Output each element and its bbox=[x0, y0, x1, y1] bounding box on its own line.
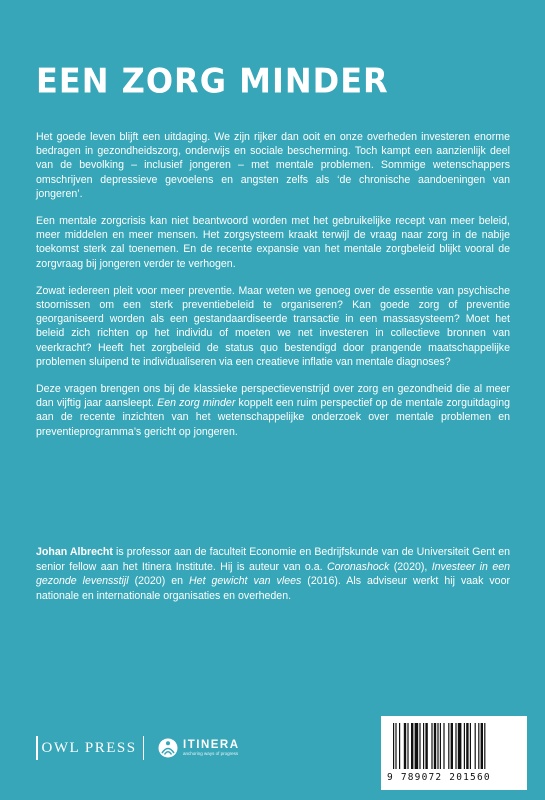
barcode-bar bbox=[415, 723, 419, 769]
author-name: Johan Albrecht bbox=[36, 546, 113, 558]
blurb-paragraph-3: Zowat iedereen pleit voor meer preventie. Maar weten we genoeg over de essentie van psychische stoornissen om een sterk preventiebeleid te organiseren? Kan goede zorg of preventie georganiseerd worden als een gestandaardiseerde transactie in een massasysteem? Moet het beleid zich richten op het individu of moeten we net investeren in collectieve bronnen van veerkracht? Heeft het zorgbeleid de status quo bestendigd door prangende maatschappelijke problemen sluipend te individualiseren via een creatieve inflatie van mentale diagnoses? bbox=[36, 284, 510, 368]
owl-press-logo bbox=[36, 736, 144, 760]
barcode-bar bbox=[437, 723, 438, 769]
owl-press-name: OWL PRESS bbox=[41, 739, 137, 756]
itinera-emblem-icon bbox=[158, 738, 178, 758]
barcode-bars bbox=[393, 723, 517, 773]
bio-book-2: Investeer in een gezonde levensstijl bbox=[36, 560, 510, 588]
barcode-bar bbox=[407, 723, 408, 769]
barcode-bar bbox=[484, 723, 485, 769]
book-title: EEN ZORG MINDER bbox=[36, 60, 389, 101]
publisher-logos bbox=[36, 731, 240, 765]
barcode-bar bbox=[399, 723, 400, 769]
barcode-bar bbox=[466, 723, 468, 769]
isbn-barcode bbox=[381, 716, 527, 790]
itinera-name: ITINERA bbox=[183, 739, 240, 751]
barcode-bar bbox=[464, 723, 465, 769]
barcode-bar bbox=[440, 723, 441, 769]
barcode-bar bbox=[451, 723, 453, 769]
barcode-bar bbox=[458, 723, 462, 769]
bio-book-1: Coronashock bbox=[326, 560, 390, 573]
barcode-bar bbox=[475, 723, 476, 769]
bio-text-2: (2020), bbox=[389, 560, 432, 573]
isbn-number: 9 789072 201560 bbox=[387, 772, 491, 783]
itinera-logo bbox=[158, 738, 240, 758]
blurb bbox=[36, 130, 510, 452]
barcode-bar bbox=[431, 723, 432, 769]
barcode-bar bbox=[455, 723, 456, 769]
bio-text-4: (2016). Als adviseur werkt hij vaak voor nationale en internationale organisaties en overheden. bbox=[36, 575, 510, 602]
barcode-bar bbox=[411, 723, 413, 769]
blurb-p4-book-title: Een zorg minder bbox=[157, 397, 236, 410]
barcode-bar bbox=[443, 723, 444, 769]
barcode-bar bbox=[470, 723, 471, 769]
barcode-bar bbox=[404, 723, 406, 769]
blurb-paragraph-2: Een mentale zorgcrisis kan niet beantwoord worden met het gebruikelijke recept van meer beleid, meer middelen en meer mensen. Het zorgsysteem kraakt terwijl de vraag naar zorg in de nabije toekomst sterk zal toenemen. En de recente expansie van het mentale zorgbeleid blijkt vooral de zorgvraag bij jongeren verder te verhogen. bbox=[36, 215, 510, 270]
bio-book-3: Het gewicht van vlees bbox=[189, 575, 302, 588]
itinera-tagline: anchoring ways of progress bbox=[183, 751, 239, 756]
blurb-paragraph-4 bbox=[36, 382, 510, 439]
barcode-bar bbox=[481, 723, 483, 769]
barcode-bar bbox=[425, 723, 427, 769]
barcode-bar bbox=[393, 723, 394, 769]
barcode-bar bbox=[423, 723, 424, 769]
bio-text-1: is professor aan de faculteit Economie en Bedrijfskunde van de Universiteit Gent en senior fellow aan het Itinera Institute. Hij is auteur van o.a. bbox=[36, 546, 510, 573]
barcode-bar bbox=[448, 723, 449, 769]
bio-text-3: (2020) en bbox=[128, 575, 190, 588]
blurb-p4-text-b: koppelt een ruim perspectief op de mentale zorguitdaging aan de recente inzichten van het wetenschappelijke onderzoek over mentale problemen en preventieprogramma’s gericht op jongeren. bbox=[36, 397, 510, 438]
blurb-p4-text-a: Deze vragen brengen ons bij de klassieke perspectievenstrijd over zorg en gezondheid die al meer dan vijftig jaar aansleept. bbox=[36, 383, 510, 410]
barcode-bar bbox=[478, 723, 479, 769]
owl-press-divider-left bbox=[36, 736, 38, 760]
barcode-bar bbox=[419, 723, 420, 769]
blurb-paragraph-1: Het goede leven blijft een uitdaging. We zijn rijker dan ooit en onze overheden investeren enorme bedragen in gezondheidszorg, onderwijs en sociale bescherming. Toch kampt een aanzienlijk deel van de bevolking – inclusief jongeren – met mentale problemen. Sommige wetenschappers omschrijven depressieve gevoelens en angsten zelfs als ‘de chronische aandoeningen van jongeren’. bbox=[36, 131, 510, 200]
author-bio bbox=[36, 545, 510, 603]
barcode-bar bbox=[434, 723, 436, 769]
owl-press-divider-right bbox=[143, 736, 145, 760]
barcode-bar bbox=[395, 723, 396, 769]
